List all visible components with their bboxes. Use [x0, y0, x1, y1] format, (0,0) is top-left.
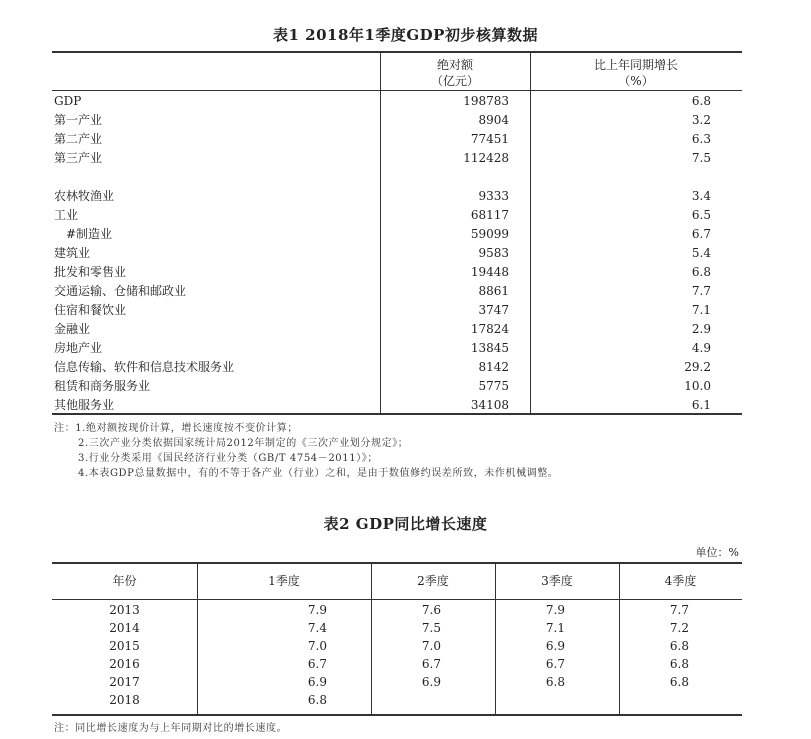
table-cell-growth: 7.5: [691, 151, 711, 165]
table-cell-abs: 198783: [463, 94, 509, 108]
table-cell-abs: 77451: [470, 132, 509, 146]
table-cell-growth: 4.9: [691, 341, 711, 355]
table2-header-year: 年份: [112, 574, 137, 588]
table2-note: 注：同比增长速度为与上年同期对比的增长速度。: [54, 723, 288, 734]
table-row-label: 建筑业: [54, 246, 91, 260]
table1-header-abs: [380, 57, 530, 89]
table2-q4: 7.7: [669, 603, 689, 617]
table-row-label: 房地产业: [54, 341, 103, 355]
table1-header-border: [52, 90, 742, 91]
table1-note-4: 4.本表GDP总量数据中，有的不等于各产业（行业）之和，是由于数值修约误差所致，未作机械调整。: [78, 468, 559, 479]
header-abs-unit: （亿元）: [430, 74, 479, 88]
table-row-label: 其他服务业: [54, 398, 115, 412]
table-row-label: 批发和零售业: [54, 265, 127, 279]
table2-q3: 7.1: [545, 621, 565, 635]
table2-q1: 7.4: [307, 621, 327, 635]
table-cell-abs: 8861: [478, 284, 509, 298]
table-cell-growth: 2.9: [691, 322, 711, 336]
table2-year: 2017: [109, 675, 140, 689]
table2-q1: 6.7: [307, 657, 327, 671]
table-cell-growth: 3.4: [691, 189, 711, 203]
header-abs-line1: 绝对额: [436, 58, 473, 72]
table2-unit: 单位：%: [695, 546, 739, 559]
table-cell-growth: 6.3: [691, 132, 711, 146]
table2-q1: 6.8: [307, 693, 327, 707]
table1-bottom-border: [52, 413, 742, 415]
table2-header-q2: 2季度: [417, 574, 449, 588]
table2-q3: 6.8: [545, 675, 565, 689]
table-cell-growth: 6.1: [691, 398, 711, 412]
table-row-label: 工业: [54, 208, 79, 222]
header-growth-line1: 比上年同期增长: [593, 58, 678, 72]
table1-title: 表1 2018年1季度GDP初步核算数据: [273, 26, 538, 44]
table2-year: 2015: [109, 639, 140, 653]
table-cell-growth: 29.2: [684, 360, 711, 374]
table2-q2: 6.9: [421, 675, 441, 689]
table2-q2: 7.5: [421, 621, 441, 635]
table-row-label: 第二产业: [54, 132, 103, 146]
table2-q2: 7.6: [421, 603, 441, 617]
table2-q4: 7.2: [669, 621, 689, 635]
table-row-label: 交通运输、仓储和邮政业: [54, 284, 187, 298]
table2-q2: 7.0: [421, 639, 441, 653]
table-cell-abs: 68117: [470, 208, 509, 222]
table2-q3: 6.9: [545, 639, 565, 653]
table-cell-growth: 6.7: [691, 227, 711, 241]
table1-top-border: [52, 51, 742, 53]
table-cell-growth: 7.1: [691, 303, 711, 317]
table-cell-growth: 6.8: [691, 265, 711, 279]
table-cell-abs: 112428: [463, 151, 509, 165]
table-row-label: 租赁和商务服务业: [54, 379, 151, 393]
header-growth-unit: （%）: [618, 74, 654, 88]
table-cell-abs: 34108: [470, 398, 509, 412]
table2-bottom-border: [52, 714, 742, 716]
table1-note-2: 2.三次产业分类依据国家统计局2012年制定的《三次产业划分规定》；: [78, 438, 409, 449]
table-row-label: 住宿和餐饮业: [54, 303, 127, 317]
table2-q1: 6.9: [307, 675, 327, 689]
table-cell-abs: 17824: [470, 322, 509, 336]
table-row-label: 金融业: [54, 322, 91, 336]
table-cell-growth: 6.5: [691, 208, 711, 222]
table2-q4: 6.8: [669, 675, 689, 689]
table-cell-growth: 3.2: [691, 113, 711, 127]
table1-header-growth: [530, 57, 742, 89]
table-cell-growth: 6.8: [691, 94, 711, 108]
table2-title: 表2 GDP同比增长速度: [323, 515, 488, 533]
table-cell-growth: 10.0: [684, 379, 711, 393]
table2-q1: 7.0: [307, 639, 327, 653]
table-cell-abs: 59099: [470, 227, 509, 241]
table-cell-abs: 9333: [478, 189, 509, 203]
table-cell-abs: 8904: [478, 113, 509, 127]
table-cell-abs: 3747: [478, 303, 509, 317]
table-cell-abs: 9583: [478, 246, 509, 260]
table-row-label: 第三产业: [54, 151, 103, 165]
table2-year: 2018: [109, 693, 140, 707]
table2-q4: 6.8: [669, 639, 689, 653]
table2-q3: 6.7: [545, 657, 565, 671]
table-cell-abs: 8142: [478, 360, 509, 374]
table1-note-1: 注：1.绝对额按现价计算，增长速度按不变价计算；: [54, 423, 298, 434]
table2-header-q4: 4季度: [664, 574, 697, 588]
table2-year: 2014: [109, 621, 140, 635]
table2-q4: 6.8: [669, 657, 689, 671]
table-row-label: 第一产业: [54, 113, 103, 127]
table-cell-abs: 5775: [478, 379, 509, 393]
table2-q1: 7.9: [307, 603, 327, 617]
table-cell-growth: 5.4: [691, 246, 711, 260]
table1-note-3: 3.行业分类采用《国民经济行业分类（GB/T 4754－2011）》；: [78, 453, 378, 464]
table-cell-abs: 13845: [470, 341, 509, 355]
table2-header-q3: 3季度: [541, 574, 573, 588]
table-cell-growth: 7.7: [691, 284, 711, 298]
table2-year: 2013: [109, 603, 140, 617]
table-row-label: 信息传输、软件和信息技术服务业: [54, 360, 235, 374]
table2-top-border: [52, 562, 742, 564]
table2-header-border: [52, 599, 742, 600]
table-cell-abs: 19448: [470, 265, 509, 279]
table2-q3: 7.9: [545, 603, 565, 617]
table2-year: 2016: [109, 657, 140, 671]
table-row-label: 农林牧渔业: [54, 189, 115, 203]
table2-header-q1: 1季度: [268, 574, 300, 588]
table2-q2: 6.7: [421, 657, 441, 671]
table-row-label: #制造业: [66, 227, 113, 241]
table-row-label: GDP: [54, 94, 82, 108]
